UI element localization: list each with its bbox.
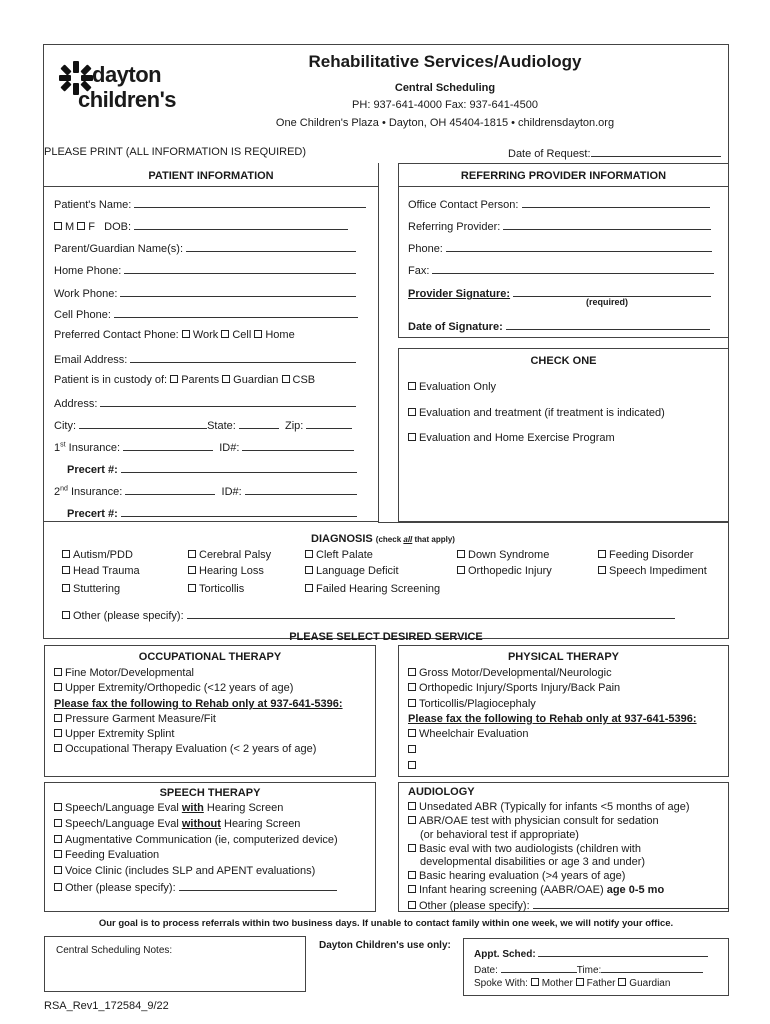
ot-fax-note: Please fax the following to Rehab only at 937-641-5396:	[54, 698, 343, 710]
diagnosis-top-border	[378, 522, 729, 523]
speech-impediment-checkbox[interactable]	[598, 566, 606, 574]
precert1-field[interactable]	[121, 462, 357, 473]
ot-fine-motor-checkbox[interactable]	[54, 668, 62, 676]
office-contact-row: Office Contact Person:	[408, 197, 710, 211]
ot-pressure-checkbox[interactable]	[54, 714, 62, 722]
appt-sched-row: Appt. Sched:	[474, 946, 708, 960]
ot-pressure: Pressure Garment Measure/Fit	[54, 713, 216, 725]
cell-phone-row: Cell Phone:	[54, 307, 358, 321]
central-notes-label: Central Scheduling Notes:	[56, 945, 173, 956]
ot-splint-checkbox[interactable]	[54, 729, 62, 737]
patient-info-heading: PATIENT INFORMATION	[148, 170, 274, 182]
spoke-guardian-checkbox[interactable]	[618, 978, 626, 986]
date-of-request-field[interactable]	[591, 146, 721, 157]
st-feeding-checkbox[interactable]	[54, 850, 62, 858]
check-eval-treatment: Evaluation and treatment (if treatment is indicated)	[408, 407, 665, 419]
eval-only-checkbox[interactable]	[408, 382, 416, 390]
female-checkbox[interactable]	[77, 222, 85, 230]
spoke-father-checkbox[interactable]	[576, 978, 584, 986]
insurance1-field[interactable]	[123, 440, 213, 451]
provider-signature-row: Provider Signature:	[408, 286, 711, 300]
head-trauma-checkbox[interactable]	[62, 566, 70, 574]
guardian-row: Parent/Guardian Name(s):	[54, 241, 356, 255]
ot-heading: OCCUPATIONAL THERAPY	[138, 651, 282, 663]
date-of-request-label: Date of Request:	[508, 146, 721, 160]
logo-text-dayton: dayton	[92, 62, 162, 87]
dob-field[interactable]	[134, 219, 348, 230]
id2-field[interactable]	[245, 484, 357, 495]
pt-gross: Gross Motor/Developmental/Neurologic	[408, 667, 612, 679]
dx-autism: Autism/PDD	[62, 549, 133, 561]
goal-statement: Our goal is to process referrals within two business days. If unable to contact family within one week, we will notify your office.	[98, 918, 674, 929]
torticollis-checkbox[interactable]	[188, 584, 196, 592]
aud-abr-oae-cont: (or behavioral test if appropriate)	[420, 829, 579, 841]
precert2-field[interactable]	[121, 506, 357, 517]
dx-other-field[interactable]	[187, 608, 675, 619]
dx-cleft: Cleft Palate	[305, 549, 373, 561]
patient-name-row: Patient's Name:	[54, 197, 366, 211]
patient-right-border	[378, 163, 379, 522]
sex-dob-row: M F DOB:	[54, 219, 348, 233]
zip-field[interactable]	[306, 418, 352, 429]
st-voice: Voice Clinic (includes SLP and APENT evaluations)	[54, 865, 315, 877]
dx-head-trauma: Head Trauma	[62, 565, 140, 577]
dx-orthopedic: Orthopedic Injury	[457, 565, 552, 577]
dx-failed-hearing: Failed Hearing Screening	[305, 583, 440, 595]
ot-eval: Occupational Therapy Evaluation (< 2 years of age)	[54, 743, 316, 755]
aud-abr-checkbox[interactable]	[408, 802, 416, 810]
eval-treatment-checkbox[interactable]	[408, 408, 416, 416]
check-one-heading: CHECK ONE	[530, 355, 597, 367]
precert1-row: Precert #:	[67, 462, 357, 476]
ot-upper-ext: Upper Extremity/Orthopedic (<12 years of age)	[54, 682, 293, 694]
cleft-palate-checkbox[interactable]	[305, 550, 313, 558]
st-aug-checkbox[interactable]	[54, 835, 62, 843]
office-contact-field[interactable]	[522, 197, 710, 208]
work-phone-field[interactable]	[120, 286, 356, 297]
email-field[interactable]	[130, 352, 356, 363]
st-feeding: Feeding Evaluation	[54, 849, 159, 861]
aud-basic-hearing-checkbox[interactable]	[408, 871, 416, 879]
referring-phone-row: Phone:	[408, 241, 712, 255]
aud-abr-oae: ABR/OAE test with physician consult for sedation	[408, 815, 659, 827]
failed-hearing-checkbox[interactable]	[305, 584, 313, 592]
pt-tort-checkbox[interactable]	[408, 699, 416, 707]
check-eval-only: Evaluation Only	[408, 381, 496, 393]
dx-stuttering: Stuttering	[62, 583, 120, 595]
ot-fine-motor: Fine Motor/Developmental	[54, 667, 194, 679]
pt-tort: Torticollis/Plagiocephaly	[408, 698, 536, 710]
guardian-field[interactable]	[186, 241, 356, 252]
insurance2-field[interactable]	[125, 484, 215, 495]
insurance2-row: 2nd Insurance: ID#:	[54, 484, 357, 498]
precert2-row: Precert #:	[67, 506, 357, 520]
st-other-field[interactable]	[179, 880, 337, 891]
aud-other-checkbox[interactable]	[408, 901, 416, 909]
ot-eval-checkbox[interactable]	[54, 744, 62, 752]
print-note: PLEASE PRINT (ALL INFORMATION IS REQUIRED)	[44, 146, 307, 158]
cell-phone-field[interactable]	[114, 307, 358, 318]
date-of-signature-field[interactable]	[506, 319, 710, 330]
provider-signature-field[interactable]	[513, 286, 711, 297]
patient-name-field[interactable]	[134, 197, 366, 208]
aud-other: Other (please specify):	[408, 898, 729, 912]
referring-divider	[398, 186, 729, 187]
work-phone-row: Work Phone:	[54, 286, 356, 300]
pref-cell-checkbox[interactable]	[221, 330, 229, 338]
home-phone-field[interactable]	[124, 263, 356, 274]
service-heading: PLEASE SELECT DESIRED SERVICE	[289, 631, 483, 643]
patient-bottom-border	[44, 521, 378, 522]
address-row: Address:	[54, 396, 356, 410]
dx-language: Language Deficit	[305, 565, 399, 577]
address-line: One Children's Plaza • Dayton, OH 45404-1815 • childrensdayton.org	[275, 117, 615, 129]
city-field[interactable]	[79, 418, 207, 429]
feeding-disorder-checkbox[interactable]	[598, 550, 606, 558]
aud-basic: Basic eval with two audiologists (children with	[408, 843, 641, 855]
dx-hearing-loss: Hearing Loss	[188, 565, 264, 577]
pt-ortho: Orthopedic Injury/Sports Injury/Back Pain	[408, 682, 620, 694]
use-only-label: Dayton Children's use only:	[319, 940, 451, 951]
aud-infant-checkbox[interactable]	[408, 885, 416, 893]
state-field[interactable]	[239, 418, 279, 429]
dx-torticollis: Torticollis	[188, 583, 244, 595]
pref-home-checkbox[interactable]	[254, 330, 262, 338]
st-other: Other (please specify):	[54, 880, 337, 894]
dx-other: Other (please specify):	[62, 608, 675, 622]
form-subtitle: Central Scheduling	[394, 82, 496, 94]
pt-wheelchair-checkbox[interactable]	[408, 729, 416, 737]
check-eval-home: Evaluation and Home Exercise Program	[408, 432, 615, 444]
male-checkbox[interactable]	[54, 222, 62, 230]
ot-upper-ext-checkbox[interactable]	[54, 683, 62, 691]
dx-feeding: Feeding Disorder	[598, 549, 693, 561]
orthopedic-injury-checkbox[interactable]	[457, 566, 465, 574]
pt-blank1-checkbox[interactable]	[408, 745, 416, 753]
pt-blank-2	[408, 760, 419, 772]
ot-box	[44, 645, 376, 777]
st-other-checkbox[interactable]	[54, 883, 62, 891]
date-of-signature-row: Date of Signature:	[408, 319, 710, 333]
spoke-with-row: Spoke With: Mother Father Guardian	[474, 978, 671, 989]
aud-basic-checkbox[interactable]	[408, 844, 416, 852]
aud-abr-oae-checkbox[interactable]	[408, 816, 416, 824]
st-without-checkbox[interactable]	[54, 819, 62, 827]
ot-splint: Upper Extremity Splint	[54, 728, 174, 740]
aud-basic-cont: developmental disabilities or age 3 and under)	[420, 856, 646, 868]
pt-box	[398, 645, 729, 777]
form-code: RSA_Rev1_172584_9/22	[44, 1000, 169, 1012]
st-heading: SPEECH THERAPY	[159, 787, 261, 799]
aud-abr: Unsedated ABR (Typically for infants <5 months of age)	[408, 801, 690, 813]
aud-infant: Infant hearing screening (AABR/OAE) age 0-5 mo	[408, 884, 664, 896]
phone-fax-line: PH: 937-641-4000 Fax: 937-641-4500	[352, 99, 538, 111]
address-field[interactable]	[100, 396, 356, 407]
spoke-mother-checkbox[interactable]	[531, 978, 539, 986]
form-title: Rehabilitative Services/Audiology	[308, 52, 582, 71]
language-deficit-checkbox[interactable]	[305, 566, 313, 574]
pt-gross-checkbox[interactable]	[408, 668, 416, 676]
st-aug: Augmentative Communication (ie, computerized device)	[54, 834, 338, 846]
appt-sched-field[interactable]	[538, 946, 708, 957]
appt-date-field[interactable]	[501, 962, 577, 973]
city-state-zip-row: City: State: Zip:	[54, 418, 352, 432]
pt-heading: PHYSICAL THERAPY	[507, 651, 620, 663]
pt-blank2-checkbox[interactable]	[408, 761, 416, 769]
diagnosis-heading: DIAGNOSIS (check all that apply)	[311, 533, 455, 545]
custody-parents-checkbox[interactable]	[170, 375, 178, 383]
pt-ortho-checkbox[interactable]	[408, 683, 416, 691]
st-without: Speech/Language Eval without Hearing Screen	[54, 818, 300, 830]
dx-down: Down Syndrome	[457, 549, 549, 561]
audiology-heading: AUDIOLOGY	[408, 786, 475, 798]
cerebral-palsy-checkbox[interactable]	[188, 550, 196, 558]
patient-divider	[44, 186, 378, 187]
st-with-checkbox[interactable]	[54, 803, 62, 811]
date-time-row: Date: Time:	[474, 962, 703, 976]
dx-other-checkbox[interactable]	[62, 611, 70, 619]
aud-basic-hearing: Basic hearing evaluation (>4 years of age)	[408, 870, 625, 882]
st-with: Speech/Language Eval with Hearing Screen	[54, 802, 283, 814]
pt-blank-1	[408, 744, 419, 756]
id1-field[interactable]	[242, 440, 354, 451]
stuttering-checkbox[interactable]	[62, 584, 70, 592]
appt-time-field[interactable]	[601, 962, 703, 973]
pt-wheelchair: Wheelchair Evaluation	[408, 728, 528, 740]
hearing-loss-checkbox[interactable]	[188, 566, 196, 574]
signature-required-note: (required)	[586, 297, 629, 307]
aud-other-field[interactable]	[533, 898, 729, 909]
referring-phone-field[interactable]	[446, 241, 712, 252]
logo-text-childrens: children's	[78, 87, 177, 112]
custody-row: Patient is in custody of: Parents Guardian CSB	[54, 374, 316, 386]
dx-cerebral: Cerebral Palsy	[188, 549, 271, 561]
down-syndrome-checkbox[interactable]	[457, 550, 465, 558]
referring-fax-field[interactable]	[432, 263, 714, 274]
referring-provider-field[interactable]	[503, 219, 711, 230]
autism-checkbox[interactable]	[62, 550, 70, 558]
pref-work-checkbox[interactable]	[182, 330, 190, 338]
referring-provider-row: Referring Provider:	[408, 219, 711, 233]
home-phone-row: Home Phone:	[54, 263, 356, 277]
referring-fax-row: Fax:	[408, 263, 714, 277]
insurance1-row: 1st Insurance: ID#:	[54, 440, 354, 454]
st-voice-checkbox[interactable]	[54, 866, 62, 874]
eval-home-checkbox[interactable]	[408, 433, 416, 441]
preferred-contact-row: Preferred Contact Phone: Work Cell Home	[54, 329, 295, 341]
custody-guardian-checkbox[interactable]	[222, 375, 230, 383]
referring-heading: REFERRING PROVIDER INFORMATION	[460, 170, 667, 182]
dx-speech-impediment: Speech Impediment	[598, 565, 707, 577]
pt-fax-note: Please fax the following to Rehab only at 937-641-5396:	[408, 713, 697, 725]
custody-csb-checkbox[interactable]	[282, 375, 290, 383]
email-row: Email Address:	[54, 352, 356, 366]
